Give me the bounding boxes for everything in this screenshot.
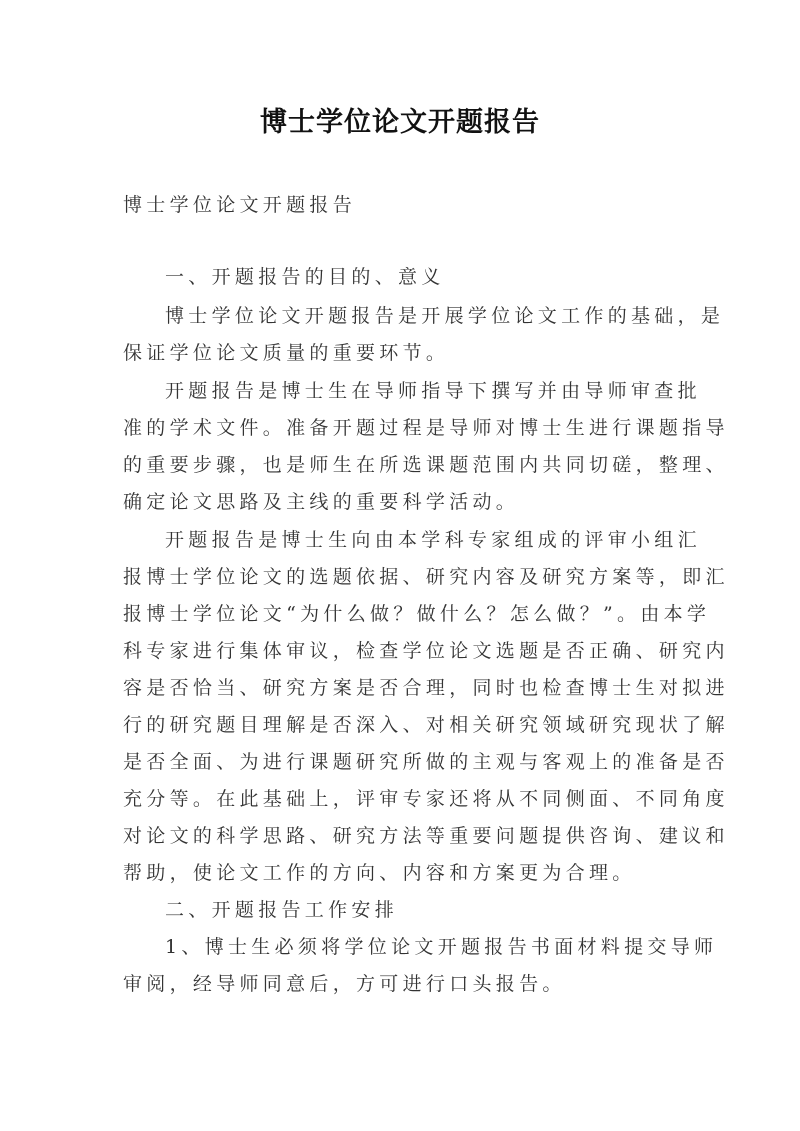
paragraph-line: 的重要步骤，也是师生在所选课题范围内共同切磋，整理、: [123, 454, 729, 476]
paragraph-line: 帮助，使论文工作的方向、内容和方案更为合理。: [123, 862, 636, 884]
paragraph-line: 保证学位论文质量的重要环节。: [123, 342, 450, 364]
paragraph-line: 报博士学位论文的选题依据、研究内容及研究方案等，即汇: [123, 566, 729, 588]
paragraph-line: 充分等。在此基础上，评审专家还将从不同侧面、不同角度: [123, 788, 729, 810]
section-heading: 一、开题报告的目的、意义: [165, 266, 445, 288]
paragraph-line: 确定论文思路及主线的重要科学活动。: [123, 491, 520, 513]
section-heading: 二、开题报告工作安排: [165, 899, 399, 921]
paragraph-line: 报博士学位论文“为什么做？做什么？怎么做？”。由本学: [123, 603, 711, 625]
paragraph-line: 1、博士生必须将学位论文开题报告书面材料提交导师: [165, 936, 718, 958]
paragraph-line: 容是否恰当、研究方案是否合理，同时也检查博士生对拟进: [123, 677, 729, 699]
paragraph-line: 科专家进行集体审议，检查学位论文选题是否正确、研究内: [123, 640, 729, 662]
paragraph-line: 审阅，经导师同意后，方可进行口头报告。: [123, 973, 566, 995]
paragraph-line: 准的学术文件。准备开题过程是导师对博士生进行课题指导: [123, 417, 729, 439]
paragraph-line: 开题报告是博士生在导师指导下撰写并由导师审查批: [165, 380, 701, 402]
document-title: 博士学位论文开题报告: [260, 107, 540, 138]
paragraph-line: 行的研究题目理解是否深入、对相关研究领域研究现状了解: [123, 714, 729, 736]
subtitle: 博士学位论文开题报告: [123, 194, 357, 216]
paragraph-line: 对论文的科学思路、研究方法等重要问题提供咨询、建议和: [123, 825, 729, 847]
paragraph-line: 博士学位论文开题报告是开展学位论文工作的基础，是: [165, 305, 725, 327]
paragraph-line: 开题报告是博士生向由本学科专家组成的评审小组汇: [165, 529, 701, 551]
paragraph-line: 是否全面、为进行课题研究所做的主观与客观上的准备是否: [123, 751, 729, 773]
